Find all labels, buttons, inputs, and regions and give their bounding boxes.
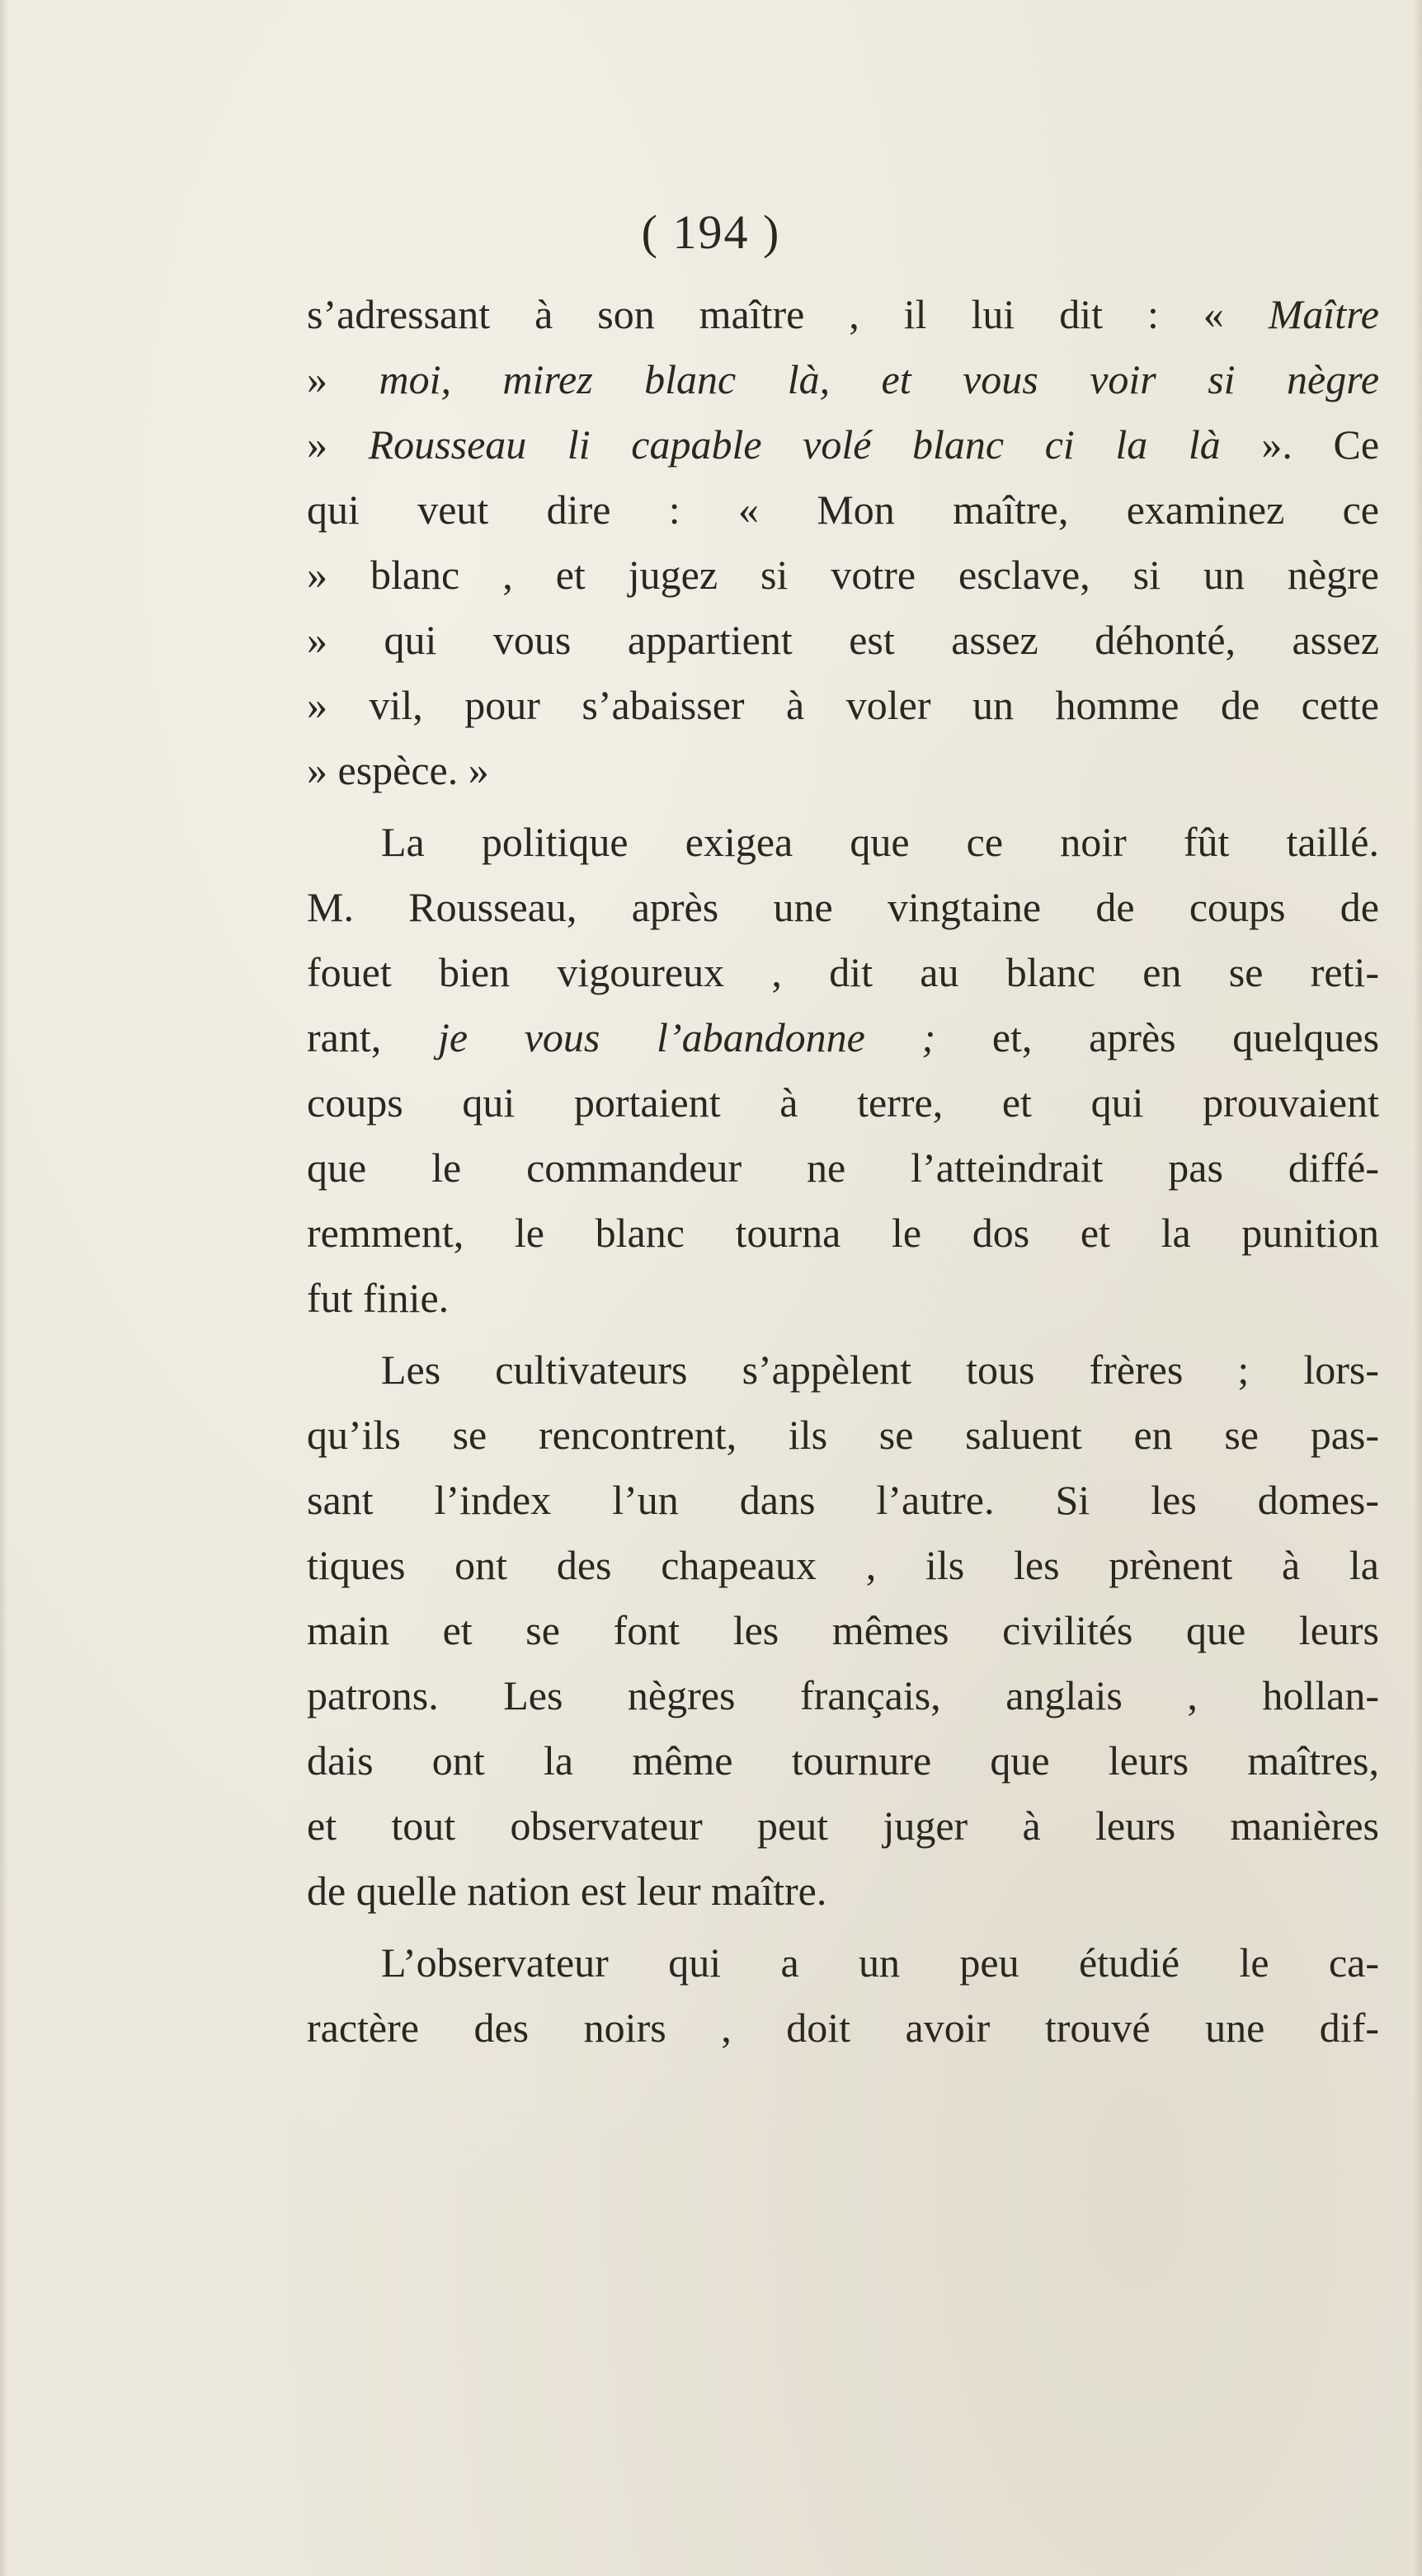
text-run: et, après quelques bbox=[935, 1014, 1380, 1060]
text-line bbox=[307, 1728, 1379, 1793]
text-line bbox=[307, 1266, 1379, 1331]
text-run: » bbox=[307, 421, 369, 468]
text-line bbox=[307, 940, 1379, 1005]
text-line bbox=[307, 1201, 1379, 1266]
text-line bbox=[307, 1859, 1379, 1924]
text-line bbox=[307, 1930, 1379, 1995]
text-line bbox=[307, 412, 1379, 477]
italic-text: je vous l’abandonne ; bbox=[437, 1014, 936, 1060]
text-line bbox=[307, 1793, 1379, 1859]
text-run: ». Ce bbox=[1220, 421, 1380, 468]
text-run: tiques ont des chapeaux , ils les prènent à la bbox=[307, 1542, 1379, 1588]
text-line bbox=[307, 282, 1379, 347]
text-line bbox=[307, 1995, 1379, 2061]
text-line bbox=[307, 347, 1379, 412]
text-run: remment, le blanc tourna le dos et la punition bbox=[307, 1210, 1379, 1256]
text-run: et tout observateur peut juger à leurs manières bbox=[307, 1803, 1379, 1849]
text-run: ractère des noirs , doit avoir trouvé une dif- bbox=[307, 2005, 1379, 2051]
text-run: » espèce. » bbox=[307, 747, 489, 793]
text-line bbox=[307, 1598, 1379, 1663]
text-run: rant, bbox=[307, 1014, 438, 1060]
text-run: qui veut dire : « Mon maître, examinez ce bbox=[307, 487, 1379, 533]
text-line bbox=[307, 543, 1379, 608]
page-edge-right bbox=[1414, 0, 1422, 2576]
text-run: fouet bien vigoureux , dit au blanc en se reti- bbox=[307, 949, 1379, 995]
text-line bbox=[307, 1005, 1379, 1070]
italic-text: Maître bbox=[1268, 291, 1379, 337]
text-run: dais ont la même tournure que leurs maîtres, bbox=[307, 1737, 1379, 1784]
text-line bbox=[307, 477, 1379, 543]
text-line bbox=[307, 608, 1379, 673]
text-run: sant l’index l’un dans l’autre. Si les domes- bbox=[307, 1477, 1379, 1523]
text-line bbox=[307, 875, 1379, 940]
text-run: L’observateur qui a un peu étudié le ca- bbox=[381, 1939, 1379, 1986]
text-run: de quelle nation est leur maître. bbox=[307, 1868, 827, 1914]
text-run: qu’ils se rencontrent, ils se saluent en se pas- bbox=[307, 1412, 1379, 1458]
text-line bbox=[307, 1070, 1379, 1135]
text-line bbox=[307, 738, 1379, 803]
text-run: » bbox=[307, 356, 379, 402]
text-run: Les cultivateurs s’appèlent tous frères ; lors- bbox=[381, 1347, 1379, 1393]
text-run: » qui vous appartient est assez déhonté, assez bbox=[307, 617, 1379, 663]
text-line bbox=[307, 1337, 1379, 1403]
body-text bbox=[307, 282, 1379, 2061]
text-run: » vil, pour s’abaisser à voler un homme de cette bbox=[307, 682, 1379, 728]
page-number: ( 194 ) bbox=[641, 205, 781, 259]
text-line bbox=[307, 1135, 1379, 1201]
text-run: fut finie. bbox=[307, 1275, 450, 1321]
text-line bbox=[307, 810, 1379, 875]
text-line bbox=[307, 1533, 1379, 1598]
text-run: main et se font les mêmes civilités que leurs bbox=[307, 1607, 1379, 1653]
text-line bbox=[307, 673, 1379, 738]
text-run: que le commandeur ne l’atteindrait pas diffé- bbox=[307, 1145, 1379, 1191]
text-line bbox=[307, 1468, 1379, 1533]
text-line bbox=[307, 1403, 1379, 1468]
page-edge-left bbox=[0, 0, 8, 2576]
text-run: s’adressant à son maître , il lui dit : « bbox=[307, 291, 1269, 337]
italic-text: Rousseau li capable volé blanc ci la là bbox=[368, 421, 1221, 468]
text-run: coups qui portaient à terre, et qui prouvaient bbox=[307, 1079, 1379, 1126]
text-run: M. Rousseau, après une vingtaine de coups de bbox=[307, 884, 1379, 930]
text-run: patrons. Les nègres français, anglais , hollan- bbox=[307, 1672, 1379, 1718]
text-line bbox=[307, 1663, 1379, 1728]
italic-text: moi, mirez blanc là, et vous voir si nègre bbox=[379, 356, 1380, 402]
text-run: » blanc , et jugez si votre esclave, si un nègre bbox=[307, 552, 1379, 598]
text-run: La politique exigea que ce noir fût taillé. bbox=[381, 819, 1379, 865]
